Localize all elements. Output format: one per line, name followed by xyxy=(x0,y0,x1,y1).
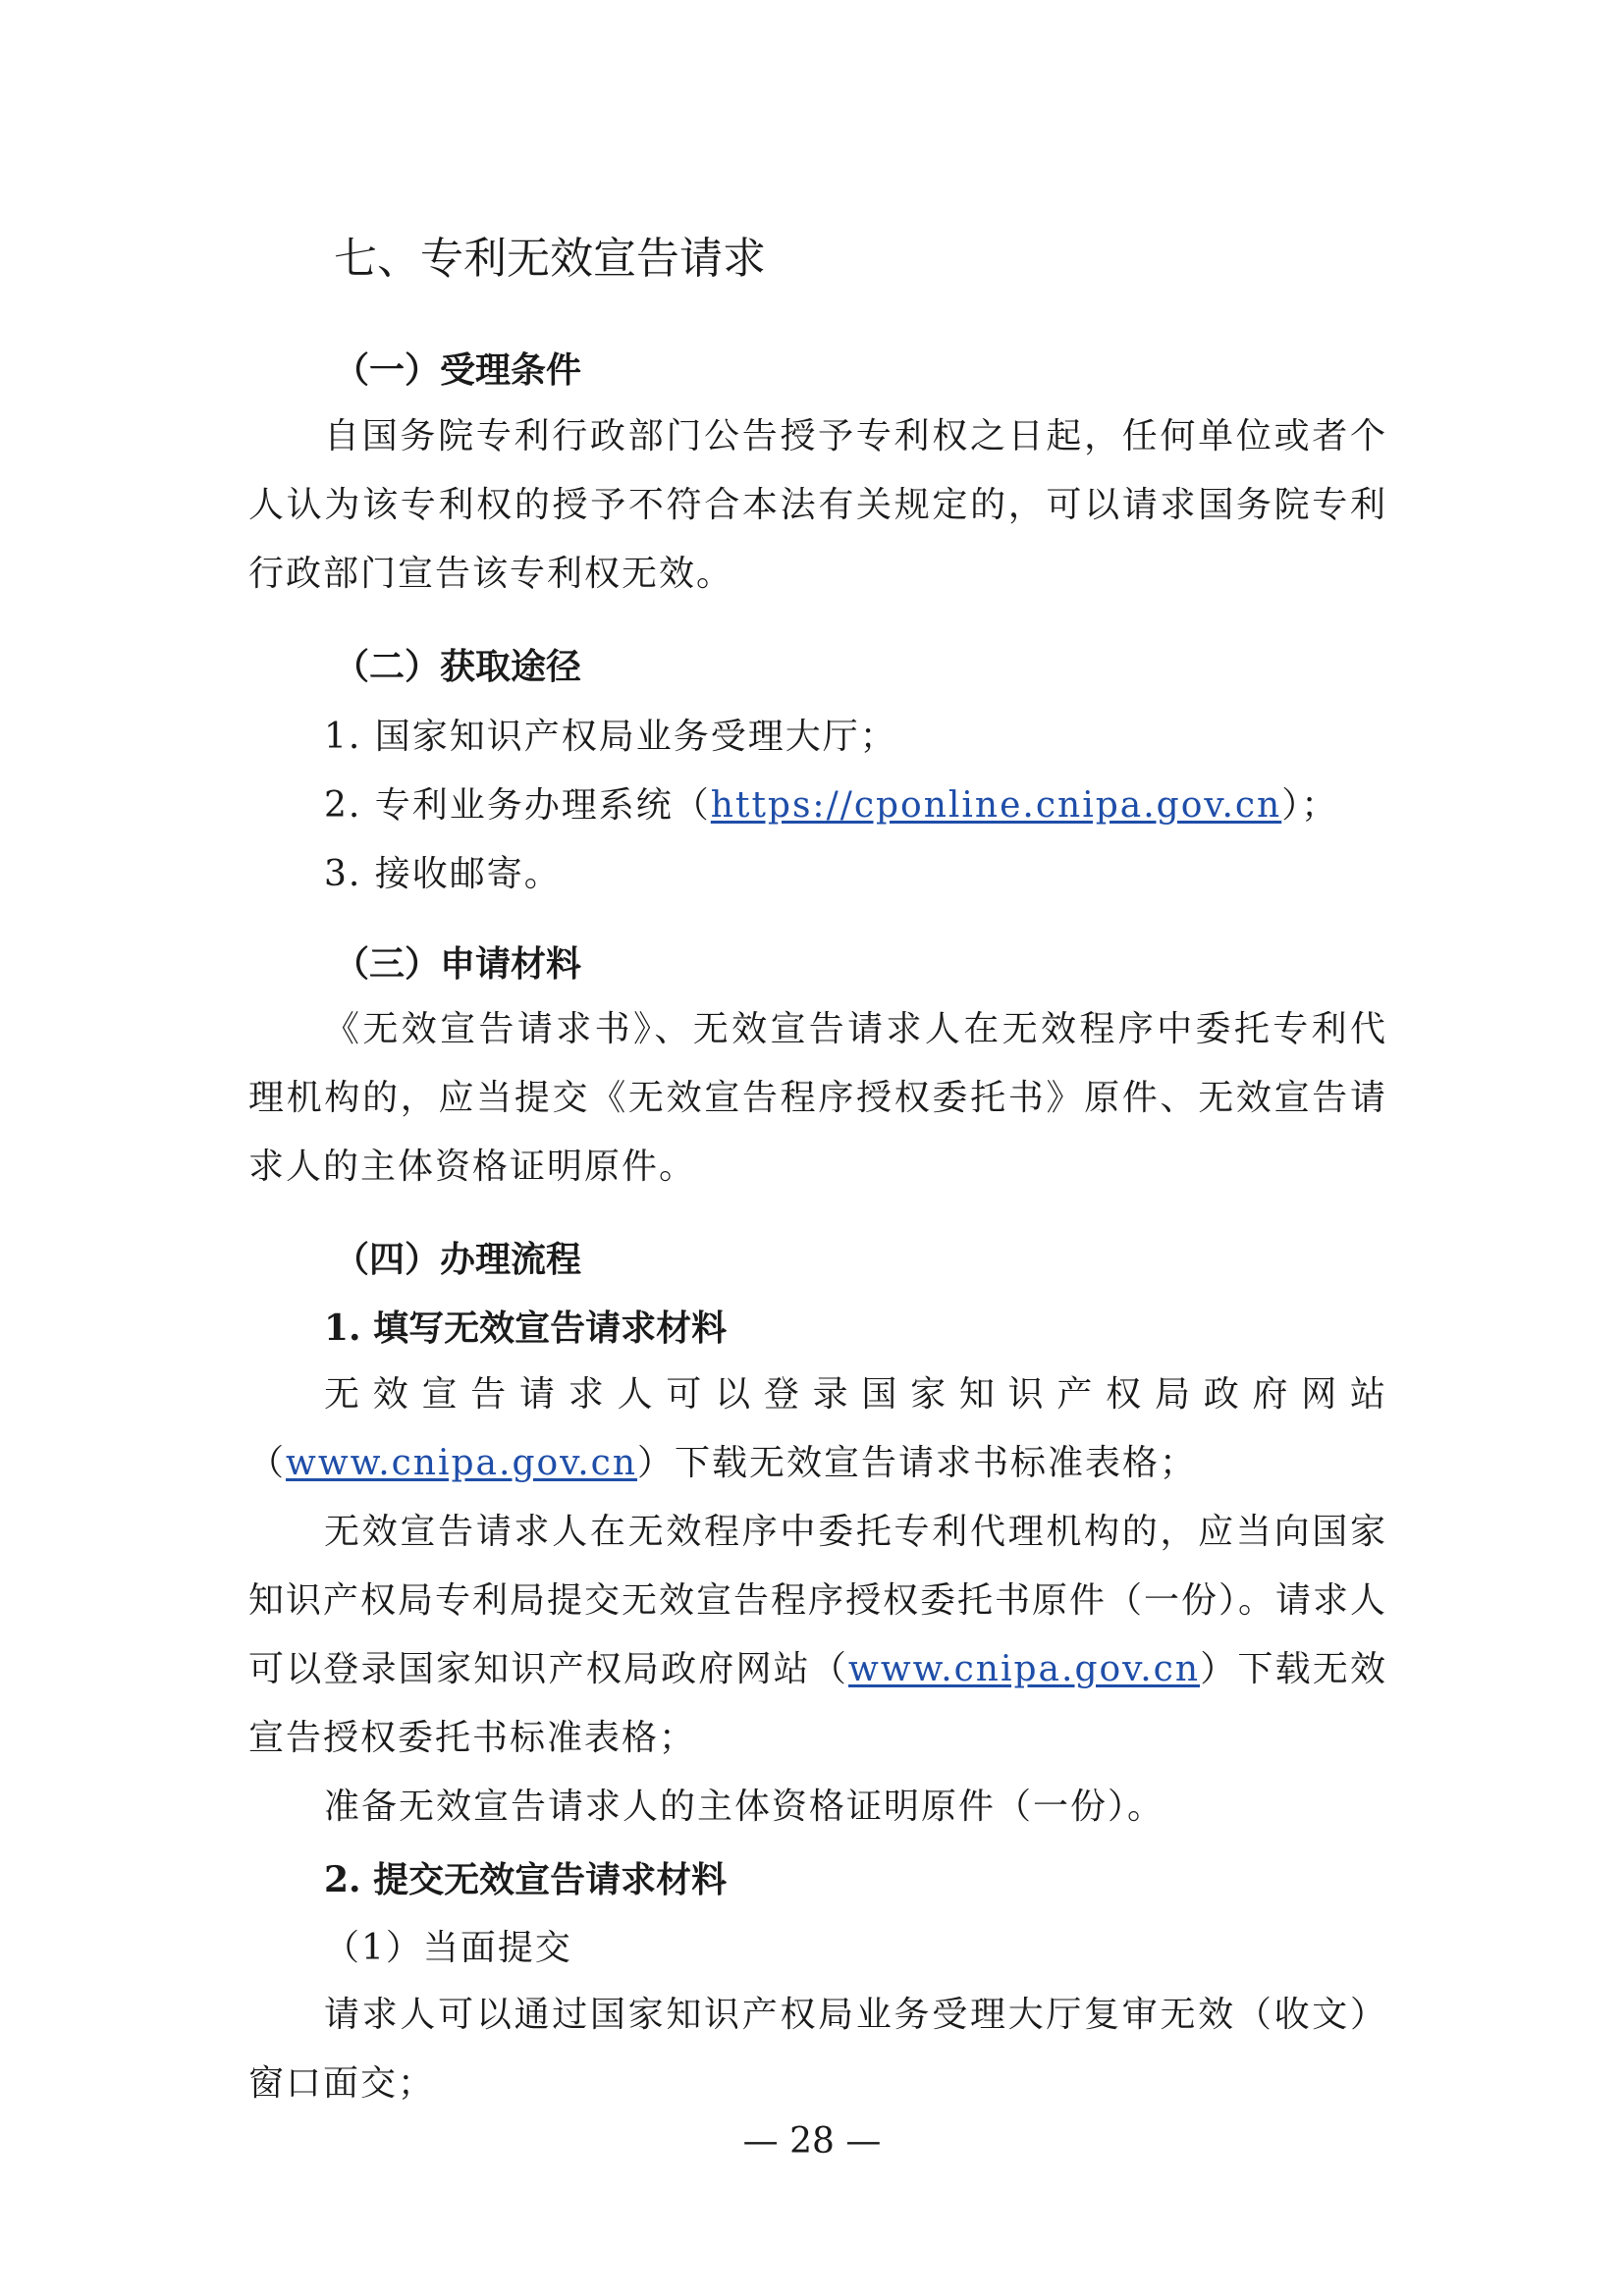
paragraph-text: ）下载无效宣告请求书标准表格； xyxy=(637,1443,1198,1483)
heading-process: （四）办理流程 xyxy=(334,1239,582,1280)
sub-heading-in-person: （1）当面提交 xyxy=(324,1928,572,1968)
list-item-service-hall: 1. 国家知识产权局业务受理大厅； xyxy=(324,717,897,757)
cnipa-website-link-2[interactable]: www.cnipa.gov.cn xyxy=(848,1649,1201,1689)
list-item-online-system xyxy=(324,782,1463,829)
heading-application-materials: （三）申请材料 xyxy=(334,943,582,985)
paragraph-qualification-proof: 准备无效宣告请求人的主体资格证明原件（一份）。 xyxy=(324,1787,1165,1827)
paragraph-power-of-attorney xyxy=(248,1498,1387,1773)
section-title: 七、专利无效宣告请求 xyxy=(334,234,766,284)
paragraph-download-request-form xyxy=(248,1361,1387,1498)
list-item-text: ）； xyxy=(1281,785,1339,826)
paragraph-text: ）下载无效宣告授权委托书标准表格； xyxy=(248,1649,1387,1758)
cponline-link[interactable]: https://cponline.cnipa.gov.cn xyxy=(710,785,1282,826)
list-item-text: 2. 专利业务办理系统（ xyxy=(324,785,711,826)
list-item-mail: 3. 接收邮寄。 xyxy=(324,854,562,894)
cnipa-website-link[interactable]: www.cnipa.gov.cn xyxy=(286,1443,638,1483)
page-number: — 28 — xyxy=(742,2121,882,2162)
paragraph-in-person-submission: 请求人可以通过国家知识产权局业务受理大厅复审无效（收文）窗口面交； xyxy=(248,1995,1387,2104)
heading-step-fill-materials: 1. 填写无效宣告请求材料 xyxy=(324,1308,728,1349)
heading-step-submit-materials: 2. 提交无效宣告请求材料 xyxy=(324,1859,728,1900)
paragraph-acceptance-conditions: 自国务院专利行政部门公告授予专利权之日起，任何单位或者个人认为该专利权的授予不符合本法有关规定的，可以请求国务院专利行政部门宣告该专利权无效。 xyxy=(248,416,1387,594)
paragraph-text: 无效宣告请求人可以登录国家知识产权局政府网站（ xyxy=(248,1374,1387,1483)
heading-acceptance-conditions: （一）受理条件 xyxy=(334,349,582,391)
paragraph-text: 无效宣告请求人在无效程序中委托专利代理机构的，应当向国家知识产权局专利局提交无效宣告程序授权委托书原件（一份）。请求人可以登录国家知识产权局政府网站（ xyxy=(248,1512,1388,1689)
paragraph-application-materials: 《无效宣告请求书》、无效宣告请求人在无效程序中委托专利代理机构的，应当提交《无效宣告程序授权委托书》原件、无效宣告请求人的主体资格证明原件。 xyxy=(248,1009,1387,1187)
heading-access-channels: （二）获取途径 xyxy=(334,646,582,687)
